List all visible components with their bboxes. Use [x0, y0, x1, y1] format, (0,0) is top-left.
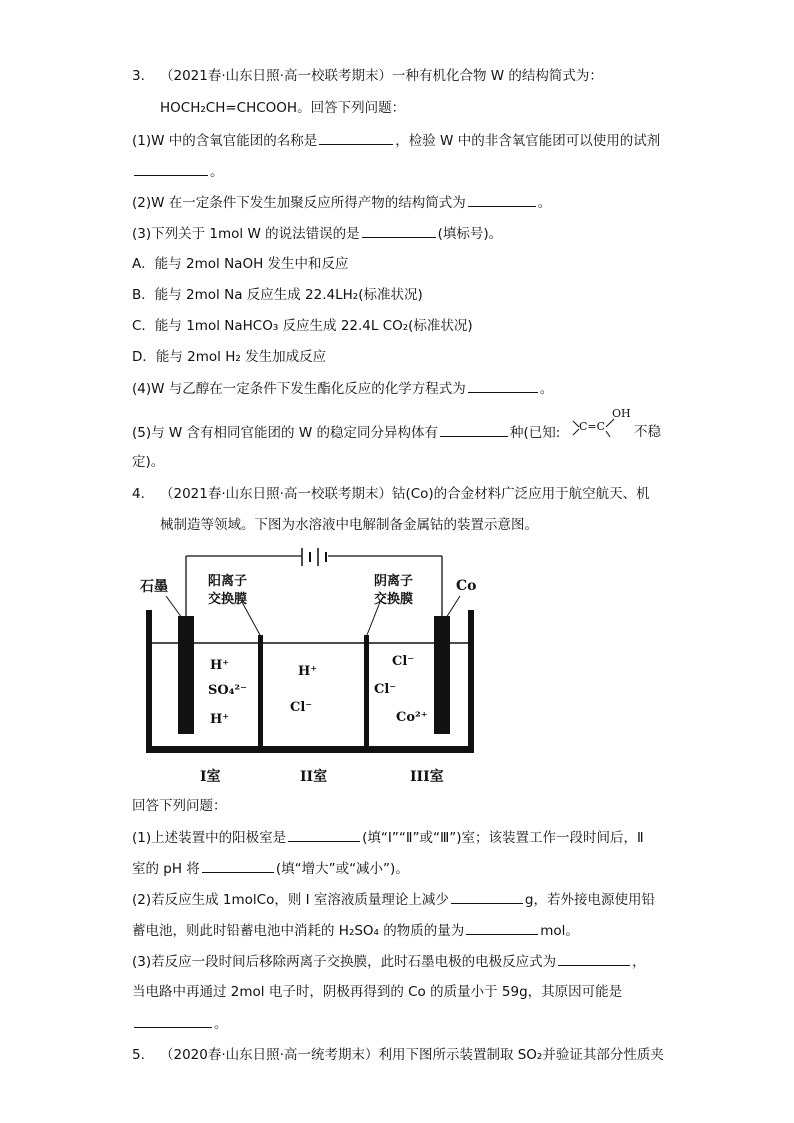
room3-ion: Cl⁻	[374, 682, 397, 697]
q4-part3: (3)若反应一段时间后移除两离子交换膜，此时石墨电极的电极反应式为 ，	[132, 951, 646, 972]
q4-part2-cont: 蓄电池，则此时铅蓄电池中消耗的 H₂SO₄ 的物质的量为 mol。	[132, 920, 579, 941]
graphite-label: 石墨	[140, 579, 168, 595]
anion-membrane-label-2: 交换膜	[374, 592, 414, 607]
q3-part1: (1)W 中的含氧官能团的名称是 ，检验 W 中的非含氧官能团可以使用的试剂	[132, 130, 660, 151]
q3-option-b: B．能与 2mol Na 反应生成 22.4LH₂(标准状况)	[132, 287, 423, 303]
anion-membrane-label-1: 阴离子	[374, 574, 414, 589]
answer-blank[interactable]	[134, 161, 208, 176]
q3-option-c: C．能与 1mol NaHCO₃ 反应生成 22.4L CO₂(标准状况)	[132, 318, 473, 334]
q3-option-a: A．能与 2mol NaOH 发生中和反应	[132, 256, 349, 272]
answer-blank[interactable]	[451, 889, 523, 904]
enol-cc-label: C=C	[579, 420, 606, 433]
q3-part3: (3)下列关于 1mol W 的说法错误的是 (填标号)。	[132, 223, 502, 244]
q5-source: （2020春·山东日照·高一统考期末）利用下图所示装置制取 SO₂并验证其部分性质夹	[160, 1047, 664, 1063]
answer-blank[interactable]	[134, 1013, 212, 1028]
q3-part4: (4)W 与乙醇在一定条件下发生酯化反应的化学方程式为 。	[132, 378, 553, 399]
q3-part5-tail: 不稳	[634, 424, 661, 440]
answer-blank[interactable]	[319, 130, 393, 145]
enol-oh-label: OH	[612, 407, 631, 420]
enol-structure-figure	[570, 407, 630, 439]
q3-formula: HOCH₂CH=CHCOOH。回答下列问题：	[160, 100, 406, 116]
q4-part1: (1)上述装置中的阳极室是 (填“I”“Ⅱ”或“Ⅲ”)室；该装置工作一段时间后，Ⅱ	[132, 827, 644, 848]
answer-blank[interactable]	[466, 920, 538, 935]
electrolysis-diagram	[130, 540, 490, 790]
q5-number: 5.	[132, 1047, 145, 1063]
q4-answer-intro: 回答下列问题：	[132, 798, 227, 814]
q4-part3-cont: 当电路中再通过 2mol 电子时，阴极再得到的 Co 的质量小于 59g，其原因可能是	[132, 984, 623, 1000]
q4-part2: (2)若反应生成 1molCo，则 I 室溶液质量理论上减少 g，若外接电源使用铅	[132, 889, 655, 910]
answer-blank[interactable]	[468, 378, 538, 393]
q4-number: 4.	[132, 486, 145, 502]
room-label-2: II室	[300, 769, 328, 785]
q3-part5: (5)与 W 含有相同官能团的 W 的稳定同分异构体有 种(已知:	[132, 422, 560, 443]
q3-option-d: D．能与 2mol H₂ 发生加成反应	[132, 349, 327, 365]
room3-ion: Cl⁻	[392, 654, 415, 669]
room-label-1: I室	[200, 769, 221, 785]
room2-ion: H⁺	[298, 664, 318, 679]
room2-ion: Cl⁻	[290, 700, 313, 715]
q3-source: （2021春·山东日照·高一校联考期末）一种有机化合物 W 的结构简式为：	[160, 68, 603, 84]
answer-blank[interactable]	[558, 951, 630, 966]
q4-source-cont: 械制造等领域。下图为水溶液中电解制备金属钴的装置示意图。	[160, 517, 538, 533]
q4-part1-cont: 室的 pH 将 (填“增大”或“减小”)。	[132, 858, 409, 879]
co-electrode-label: Co	[456, 578, 477, 594]
cation-membrane-label-1: 阳离子	[208, 574, 248, 589]
answer-blank[interactable]	[202, 858, 274, 873]
room1-ion: SO₄²⁻	[208, 683, 247, 698]
room-label-3: III室	[410, 769, 444, 785]
room1-ion: H⁺	[210, 712, 230, 727]
answer-blank[interactable]	[288, 827, 360, 842]
answer-blank[interactable]	[468, 192, 536, 207]
q4-source: （2021春·山东日照·高一校联考期末）钴(Co)的合金材料广泛应用于航空航天、机	[160, 486, 650, 502]
room1-ion: H⁺	[210, 658, 230, 673]
q3-part5-end: 定)。	[132, 454, 165, 470]
answer-blank[interactable]	[362, 223, 436, 238]
q3-part2: (2)W 在一定条件下发生加聚反应所得产物的结构简式为 。	[132, 192, 551, 213]
room3-ion: Co²⁺	[396, 710, 428, 725]
q4-part3-end: 。	[132, 1013, 228, 1034]
q3-part1-cont: 。	[132, 161, 224, 182]
q3-number: 3.	[132, 68, 145, 84]
answer-blank[interactable]	[440, 422, 508, 437]
cation-membrane-label-2: 交换膜	[208, 592, 248, 607]
